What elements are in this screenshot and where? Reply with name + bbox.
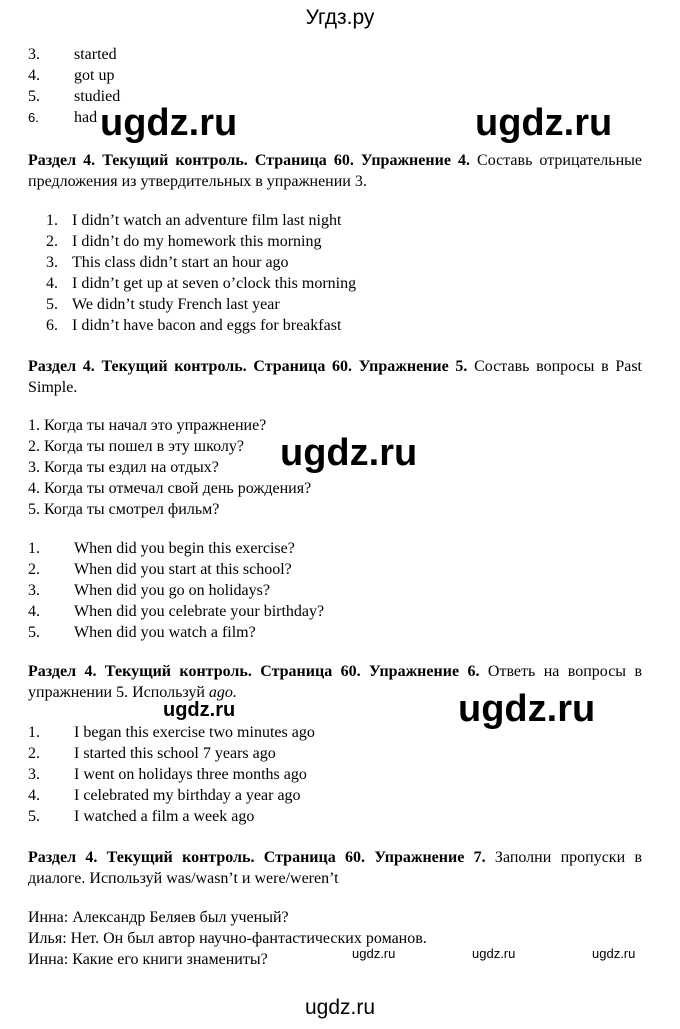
exercise-6-list [28, 722, 315, 827]
watermark: ugdz.ru [352, 946, 396, 961]
list-item: 2. I didn’t do my homework this morning [46, 233, 322, 250]
list-item: 3. This class didn’t start an hour ago [46, 254, 289, 271]
list-item: 2. When did you start at this school? [28, 561, 292, 578]
list-item: 3. Когда ты ездил на отдых? [28, 459, 219, 476]
list-item: 3. When did you go on holidays? [28, 582, 270, 599]
list-item: 6. I didn’t have bacon and eggs for breakfast [46, 317, 342, 334]
site-title[interactable]: Угдз.ру [305, 6, 375, 29]
list-item: 1. I began this exercise two minutes ago [28, 724, 315, 741]
exercise-5-header [28, 356, 642, 398]
watermark: ugdz.ru [280, 432, 418, 474]
watermark: ugdz.ru [458, 688, 596, 730]
list-item: 5. I watched a film a week ago [28, 808, 255, 825]
list-item: 5. studied [28, 88, 121, 105]
exercise-4-list [46, 210, 356, 336]
exercise-heading: Раздел 4. Текущий контроль. Страница 60. Упражнение 6. [28, 663, 480, 680]
exercise-7-header [28, 847, 642, 889]
exercise-5-ru-list [28, 415, 311, 520]
list-item: 5. We didn’t study French last year [46, 296, 280, 313]
exercise-task: Составь вопросы в Past Simple. [28, 358, 643, 396]
exercise-5-list [28, 538, 324, 643]
list-item: 5. When did you watch a film? [28, 624, 256, 641]
watermark: ugdz.ru [475, 102, 613, 144]
exercise-heading: Раздел 4. Текущий контроль. Страница 60. Упражнение 5. [28, 358, 468, 375]
list-item: 1. When did you begin this exercise? [28, 540, 295, 557]
exercise-4-header [28, 150, 642, 192]
list-item: 4. I celebrated my birthday a year ago [28, 787, 301, 804]
list-item: 4. got up [28, 67, 115, 84]
list-item: 2. I started this school 7 years ago [28, 745, 276, 762]
list-item: 5. Когда ты смотрел фильм? [28, 501, 220, 518]
list-item: 3. started [28, 46, 117, 63]
watermark: ugdz.ru [472, 946, 516, 961]
watermark: ugdz.ru [100, 102, 238, 144]
list-item: 4. When did you celebrate your birthday? [28, 603, 325, 620]
list-item: 4. Когда ты отмечал свой день рождения? [28, 480, 312, 497]
exercise-task: Составь отрицательные предложения из утвердительных в упражнении 3. [28, 152, 642, 190]
exercise-heading: Раздел 4. Текущий контроль. Страница 60. Упражнение 7. [28, 849, 486, 866]
list-item: 1. Когда ты начал это упражнение? [28, 417, 267, 434]
list-item: 3. I went on holidays three months ago [28, 766, 307, 783]
dialog-line: Инна: Александр Беляев был ученый? [28, 909, 289, 926]
watermark: ugdz.ru [592, 946, 636, 961]
exercise-heading: Раздел 4. Текущий контроль. Страница 60. Упражнение 4. [28, 152, 470, 169]
exercise-task: Ответь на вопросы в упражнении 5. Используй [28, 663, 643, 701]
list-item: 1. I didn’t watch an adventure film last night [46, 212, 342, 229]
footer-watermark[interactable]: ugdz.ru [304, 996, 376, 1019]
dialog-line: Инна: Какие его книги знамениты? [28, 951, 268, 968]
dialog-line: Илья: Нет. Он был автор научно-фантастических романов. [28, 930, 427, 947]
list-item: 2. Когда ты пошел в эту школу? [28, 438, 244, 455]
watermark: ugdz.ru [163, 699, 236, 721]
list-item: 6. had [28, 109, 98, 126]
exercise-task-keyword: ago. [208, 684, 237, 701]
exercise-task: Заполни пропуски в диалоге. Используй was/wasn’t и were/weren’t [28, 849, 642, 887]
list-item: 4. I didn’t get up at seven o’clock this morning [46, 275, 357, 292]
